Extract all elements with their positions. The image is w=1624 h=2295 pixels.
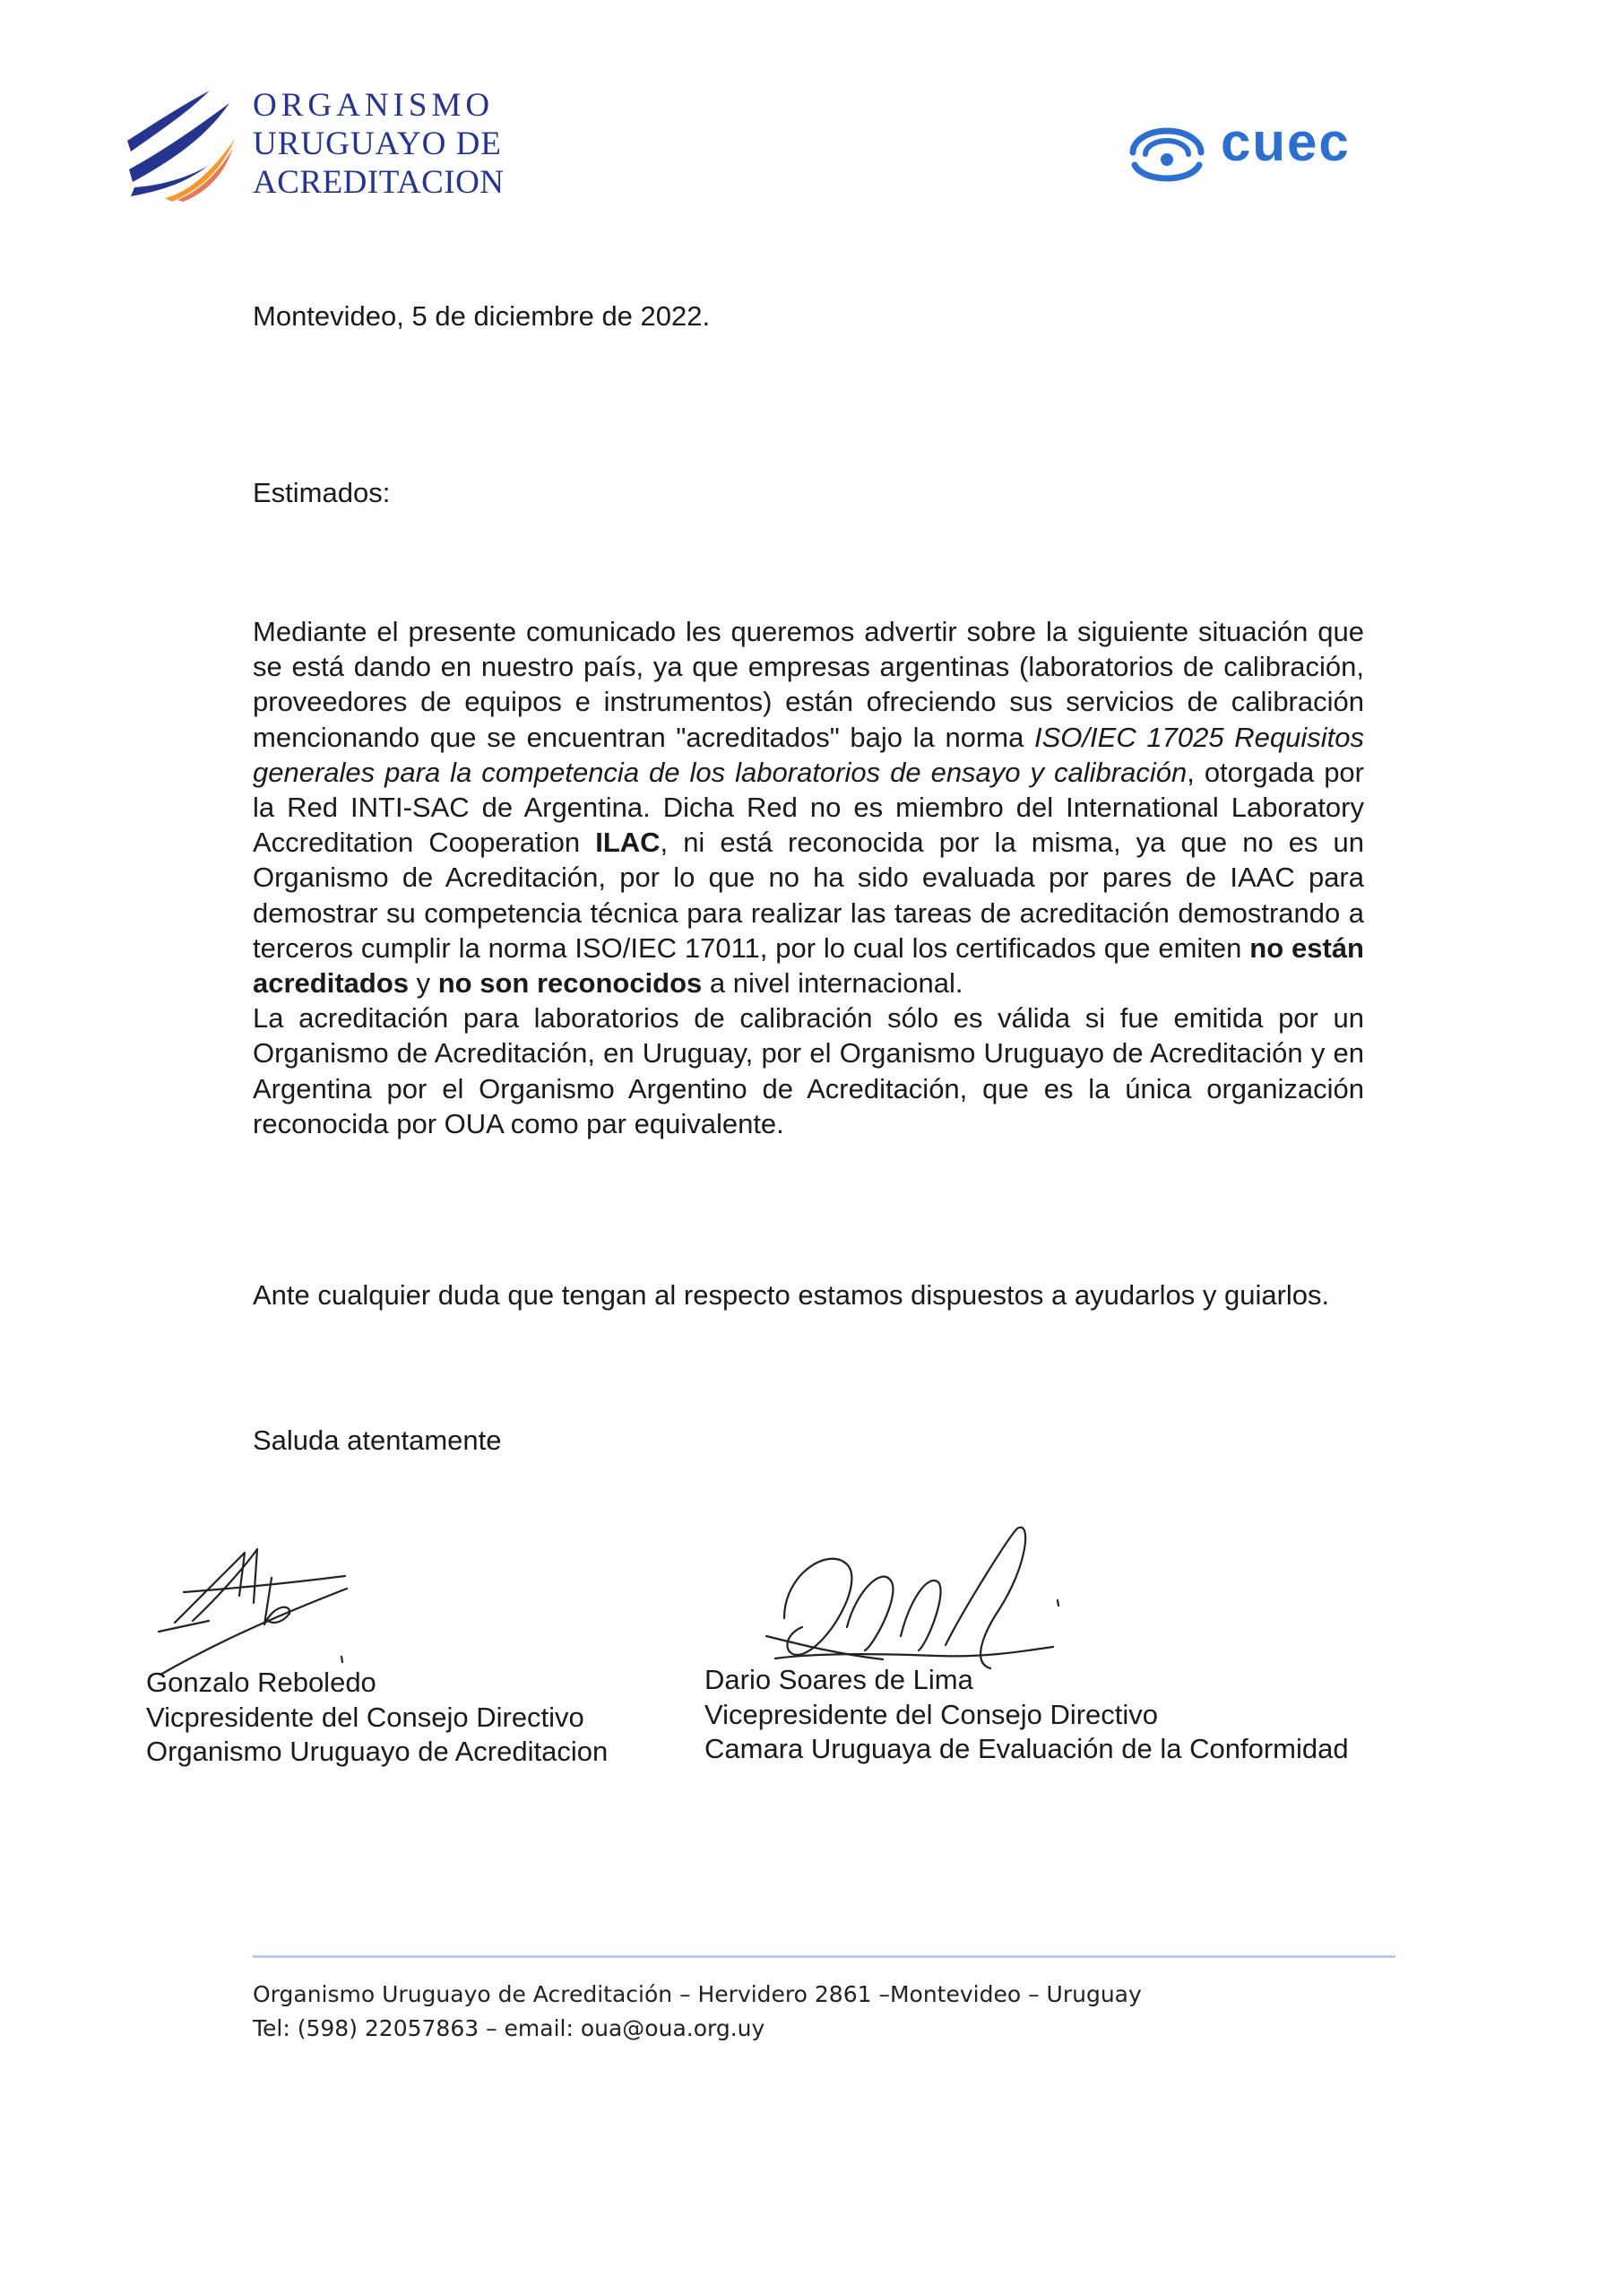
- signer-title: Vicepresidente del Consejo Directivo: [704, 1698, 1159, 1730]
- paragraph-closing: Ante cualquier duda que tengan al respecto estamos dispuestos a ayudarlos y guiarlos.: [253, 1279, 1330, 1311]
- paragraph-accreditation: La acreditación para laboratorios de calibración sólo es válida si fue emitida por un Organismo de Acreditación, en Uruguay, por el Organismo Uruguayo de Acreditación y en Argentina por el Organismo Argentino de Acreditación, que es la única organización reconocida por OUA como par equivalente.: [253, 1002, 1364, 1139]
- signature-right: [704, 1663, 1349, 1767]
- paragraph-text: , otorgada por la Red INTI-SAC de Argentina. Dicha Red no es miembro del International Laboratory Accreditation Cooperation: [253, 756, 1364, 859]
- footer-address: Organismo Uruguayo de Acreditación – Hervidero 2861 –Montevideo – Uruguay: [253, 1981, 1142, 2007]
- signer-title: Vicpresidente del Consejo Directivo: [146, 1701, 584, 1733]
- cuec-logo-text: cuec: [1221, 112, 1351, 172]
- paragraph-text: a nivel internacional.: [702, 967, 963, 1000]
- footer-contact: Tel: (598) 22057863 – email: oua@oua.org.uy: [253, 2015, 765, 2041]
- paragraph-text: , ni está reconocida por la misma, ya que no es un Organismo de Acreditación, por lo que no ha sido evaluada por pares de IAAC para demostrar su competencia técnica para realizar las tareas de acreditación demostrando a terceros cumplir la norma ISO/IEC 17011, por lo cual los certificados que emiten: [253, 827, 1365, 964]
- paragraph-text: y: [409, 967, 438, 1000]
- oua-name: [253, 86, 505, 202]
- signer-organization: Camara Uruguaya de Evaluación de la Conformidad: [704, 1733, 1349, 1764]
- cuec-logo-mark: [1127, 126, 1206, 186]
- emphasis-not-accredited: no están acreditados: [253, 931, 1364, 1000]
- footer: [253, 1978, 1142, 2046]
- letter-salutation: Saluda atentamente: [253, 1425, 502, 1456]
- signer-name: Dario Soares de Lima: [704, 1664, 973, 1695]
- letter-body: [253, 614, 1364, 1141]
- signer-organization: Organismo Uruguayo de Acreditacion: [146, 1736, 609, 1767]
- oua-name-line-3: ACREDITACION: [253, 164, 505, 201]
- signature-left: [146, 1666, 608, 1770]
- paragraph-warning: [253, 614, 1364, 1000]
- ilac-acronym: ILAC: [595, 827, 661, 859]
- emphasis-not-recognized: no son reconocidos: [437, 967, 703, 1000]
- letter-greeting: Estimados:: [253, 477, 391, 508]
- paragraph-text: Mediante el presente comunicado les queremos advertir sobre la siguiente situación que se está dando en nuestro país, ya que empresas argentinas (laboratorios de calibración, proveedores de equipos e instrumentos) están ofreciendo sus servicios de calibración mencionando que se encuentran "acreditados" bajo la norma: [253, 616, 1364, 753]
- norm-title: ISO/IEC 17025 Requisitos generales para la competencia de los laboratorios de ensayo y calibración: [253, 721, 1364, 788]
- oua-name-line-1: ORGANISMO: [253, 87, 495, 124]
- footer-divider: [253, 1955, 1395, 1958]
- oua-name-line-2: URUGUAYO DE: [253, 126, 502, 162]
- oua-logo: [124, 85, 240, 202]
- letter-date: Montevideo, 5 de diciembre de 2022.: [253, 300, 711, 332]
- signer-name: Gonzalo Reboledo: [146, 1667, 376, 1698]
